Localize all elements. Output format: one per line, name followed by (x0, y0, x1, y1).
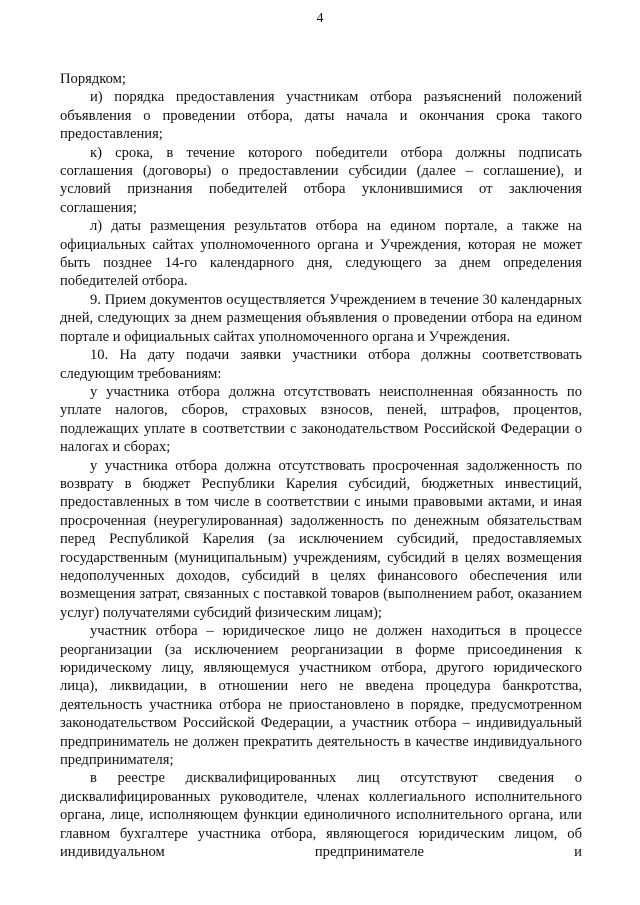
document-body (60, 70, 582, 861)
paragraph: и) порядка предоставления участникам отбора разъяснений положений объявления о проведении отбора, даты начала и окончания срока такого предоставления; (60, 89, 582, 143)
page-number: 4 (316, 11, 324, 26)
paragraph: у участника отбора должна отсутствовать просроченная задолженность по возврату в бюджет Республики Карелия субсидий, бюджетных инвестиций, предоставленных в том числе в соответствии с иными правовыми актами, и иная просроченная (неурегулированная) задолженность по денежным обязательствам перед Республикой Карелия (за исключением субсидий, предоставляемых государственным (муниципальным) учреждениям, субсидий в целях возмещения недополученных доходов, субсидий в целях финансового обеспечения или возмещения затрат, связанных с поставкой товаров (выполнением работ, оказанием услуг) получателями субсидий физическим лицам); (60, 457, 582, 621)
paragraph: к) срока, в течение которого победители отбора должны подписать соглашения (договоры) о предоставлении субсидии (далее – соглашение), и условий признания победителей отбора уклонившимися от заключения соглашения; (60, 144, 582, 216)
paragraph: Порядком; (60, 71, 126, 87)
paragraph: л) даты размещения результатов отбора на едином портале, а также на официальных сайтах уполномоченного органа и Учреждения, которая не может быть позднее 14-го календарного дня, следующего за днем определения победителей отбора. (60, 218, 582, 290)
paragraph: участник отбора – юридическое лицо не должен находиться в процессе реорганизации (за исключением реорганизации в форме присоединения к юридическому лицу, являющемуся участником отбора, другого юридического лица), ликвидации, в отношении него не введена процедура банкротства, деятельность участника отбора не приостановлено в порядке, предусмотренном законодательством Российской Федерации, а участник отбора – индивидуальный предприниматель не должен прекратить деятельность в качестве индивидуального предпринимателя; (60, 623, 582, 769)
paragraph: в реестре дисквалифицированных лиц отсутствуют сведения о дисквалифицированных руководителе, членах коллегиального исполнительного органа, лице, исполняющем функции единоличного исполнительного органа, или главном бухгалтере участника отбора, являющегося юридическим лицом, об индивидуальном предпринимателе и (60, 770, 582, 861)
paragraph: 9. Прием документов осуществляется Учреждением в течение 30 календарных дней, следующих за днем размещения объявления о проведении отбора на едином портале и официальных сайтах уполномоченного органа и Учреждения. (60, 291, 582, 345)
paragraph: у участника отбора должна отсутствовать неисполненная обязанность по уплате налогов, сборов, страховых взносов, пеней, штрафов, процентов, подлежащих уплате в соответствии с законодательством Российской Федерации о налогах и сборах; (60, 383, 582, 456)
paragraph: 10. На дату подачи заявки участники отбора должны соответствовать следующим требованиям: (60, 347, 582, 382)
